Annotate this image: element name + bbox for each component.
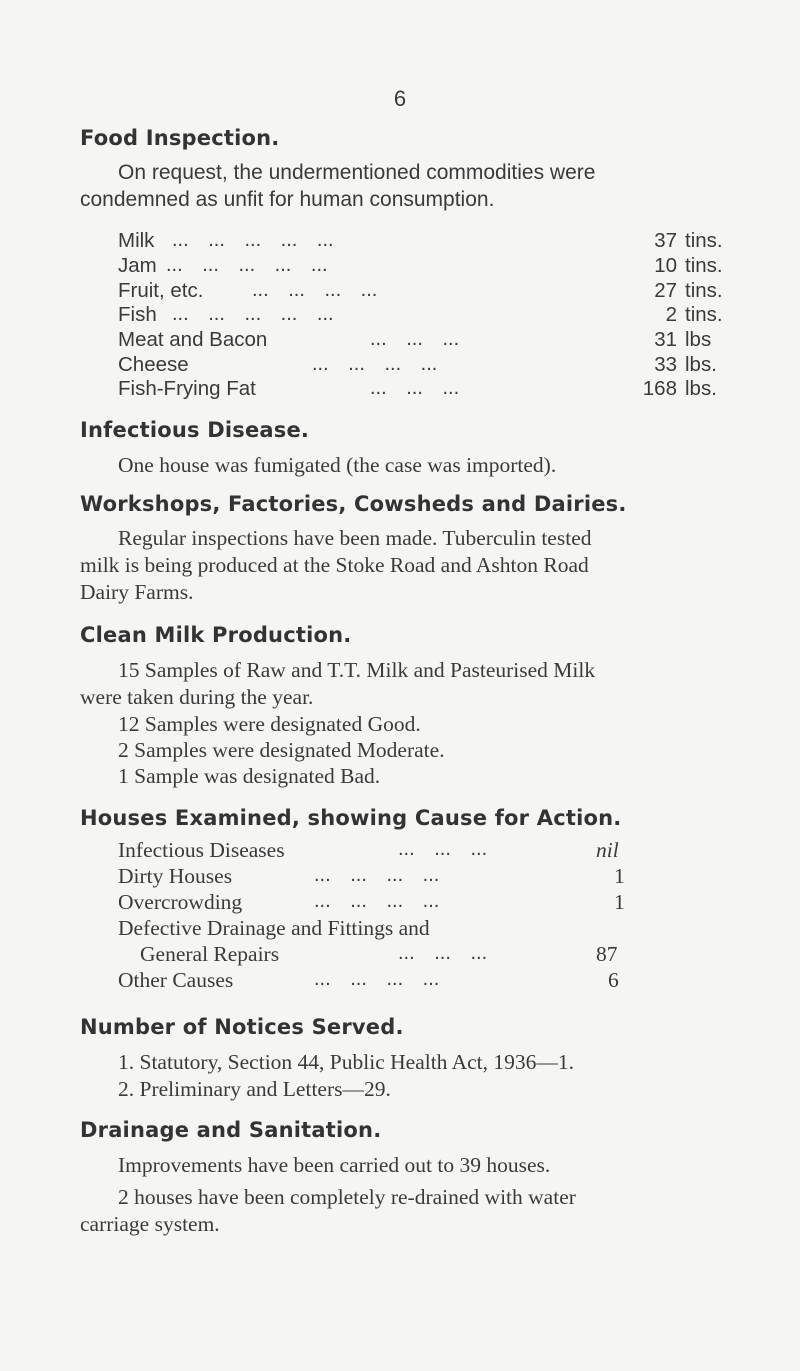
drainage-heading: Drainage and Sanitation. [80, 1118, 382, 1142]
food-inspection-heading: Food Inspection. [80, 126, 280, 150]
dot-leader: ... ... ... ... [314, 864, 440, 886]
item-label: Fish-Frying Fat [118, 377, 256, 400]
page-number: 6 [393, 86, 407, 111]
workshops-line3: Dairy Farms. [80, 580, 194, 604]
houses-value: nil [596, 838, 619, 862]
item-label: Cheese [118, 353, 189, 376]
item-qty: 37 [654, 229, 677, 252]
houses-label: Other Causes [118, 968, 234, 992]
item-label: Fish [118, 303, 157, 326]
item-unit: lbs [685, 328, 712, 351]
notices-heading: Number of Notices Served. [80, 1015, 404, 1039]
clean-milk-heading: Clean Milk Production. [80, 623, 352, 647]
clean-milk-line4: 2 Samples were designated Moderate. [118, 738, 445, 762]
drainage-line2: 2 houses have been completely re-drained with water [118, 1185, 576, 1209]
item-unit: tins. [685, 279, 723, 302]
houses-label: General Repairs [140, 942, 280, 966]
houses-label: Infectious Diseases [118, 838, 285, 862]
dot-leader: ... ... ... ... ... [172, 229, 334, 251]
infectious-text: One house was fumigated (the case was imported). [118, 453, 557, 477]
item-qty: 10 [654, 254, 677, 277]
houses-label: Overcrowding [118, 890, 243, 914]
dot-leader: ... ... ... [398, 838, 488, 860]
dot-leader: ... ... ... ... ... [166, 254, 328, 276]
dot-leader: ... ... ... [370, 328, 460, 350]
dot-leader: ... ... ... ... ... [172, 303, 334, 325]
item-qty: 31 [654, 328, 677, 351]
item-unit: tins. [685, 303, 723, 326]
notices-item2: 2. Preliminary and Letters—29. [118, 1077, 391, 1101]
houses-heading: Houses Examined, showing Cause for Action. [80, 806, 622, 830]
item-unit: tins. [685, 229, 723, 252]
dot-leader: ... ... ... ... [314, 968, 440, 990]
houses-row-defective [118, 916, 678, 944]
item-label: Meat and Bacon [118, 328, 268, 351]
clean-milk-line5: 1 Sample was designated Bad. [118, 764, 381, 788]
dot-leader: ... ... ... [370, 377, 460, 399]
workshops-line2: milk is being produced at the Stoke Road and Ashton Road [80, 553, 589, 577]
dot-leader: ... ... ... [398, 942, 488, 964]
item-qty: 168 [642, 377, 677, 400]
houses-value: 1 [614, 864, 625, 888]
infectious-disease-heading: Infectious Disease. [80, 418, 310, 442]
item-qty: 27 [654, 279, 677, 302]
workshops-heading: Workshops, Factories, Cowsheds and Dairies. [80, 492, 627, 516]
dot-leader: ... ... ... ... [252, 279, 378, 301]
clean-milk-line3: 12 Samples were designated Good. [118, 712, 421, 736]
item-label: Milk [118, 229, 155, 252]
houses-value: 1 [614, 890, 625, 914]
item-qty: 33 [654, 353, 677, 376]
clean-milk-line2: were taken during the year. [80, 685, 314, 709]
item-unit: tins. [685, 254, 723, 277]
drainage-line1: Improvements have been carried out to 39 houses. [118, 1153, 551, 1177]
houses-value: 87 [596, 942, 618, 966]
dot-leader: ... ... ... ... [312, 353, 438, 375]
food-intro-line2: condemned as unfit for human consumption. [80, 188, 495, 211]
food-intro-line1: On request, the undermentioned commodities were [118, 161, 596, 184]
item-unit: lbs. [685, 353, 717, 376]
item-qty: 2 [665, 303, 677, 326]
notices-item1: 1. Statutory, Section 44, Public Health Act, 1936—1. [118, 1050, 575, 1074]
dot-leader: ... ... ... ... [314, 890, 440, 912]
clean-milk-line1: 15 Samples of Raw and T.T. Milk and Pasteurised Milk [118, 658, 596, 682]
item-unit: lbs. [685, 377, 717, 400]
houses-value: 6 [608, 968, 619, 992]
drainage-line3: carriage system. [80, 1212, 220, 1236]
houses-label: Defective Drainage and Fittings and [118, 916, 430, 940]
workshops-line1: Regular inspections have been made. Tuberculin tested [118, 526, 592, 550]
item-label: Jam [118, 254, 157, 277]
houses-label: Dirty Houses [118, 864, 233, 888]
item-label: Fruit, etc. [118, 279, 204, 302]
